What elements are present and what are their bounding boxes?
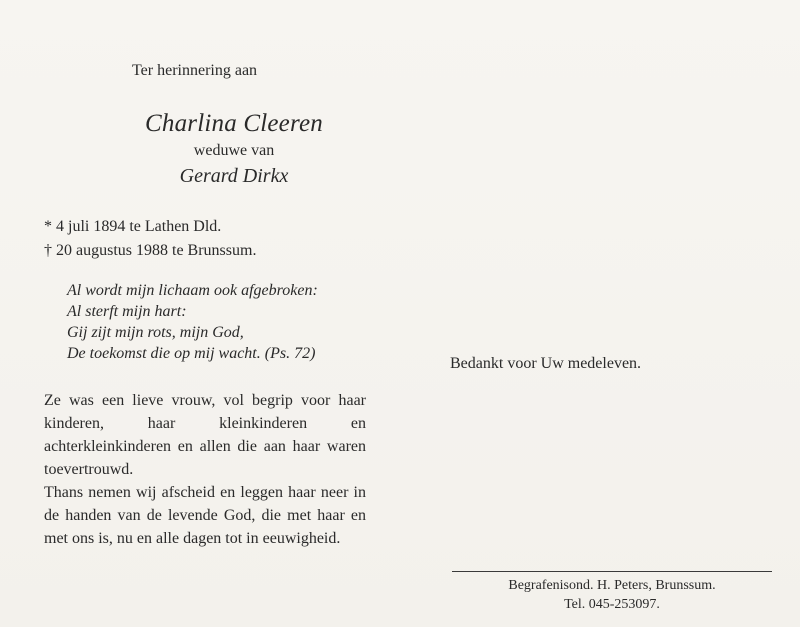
tribute-paragraph-2: Thans nemen wij afscheid en leggen haar neer in de handen van de levende God, die met haar en met ons is, nu en alle dagen tot in eeuwigheid. [44,484,366,547]
undertaker-info [452,576,772,614]
verse-line: Al sterft mijn hart: [67,303,187,320]
verse-line: Al wordt mijn lichaam ook afgebroken: [67,282,318,299]
thanks-text: Bedankt voor Uw medeleven. [450,355,642,372]
verse-line: Gij zijt mijn rots, mijn God, [67,324,244,341]
divider [452,571,772,572]
undertaker-name: Begrafenisond. H. Peters, Brunssum. [508,578,716,593]
deceased-name: Charlina Cleeren [145,110,323,137]
tribute-text [44,389,366,550]
verse [67,280,318,364]
undertaker-phone: Tel. 045-253097. [564,597,660,612]
husband-name: Gerard Dirkx [179,165,289,187]
verse-line: De toekomst die op mij wacht. (Ps. 72) [67,345,316,362]
birth-line: * 4 juli 1894 te Lathen Dld. [44,218,222,235]
intro-text: Ter herinnering aan [132,62,258,79]
tribute-paragraph-1: Ze was een lieve vrouw, vol begrip voor haar kinderen, haar kleinkinderen en achterkleinkinderen en allen die aan haar waren toevertrouwd. [44,392,366,478]
widow-of-text: weduwe van [193,142,275,159]
death-line: † 20 augustus 1988 te Brunssum. [44,242,257,259]
life-dates [44,215,256,263]
